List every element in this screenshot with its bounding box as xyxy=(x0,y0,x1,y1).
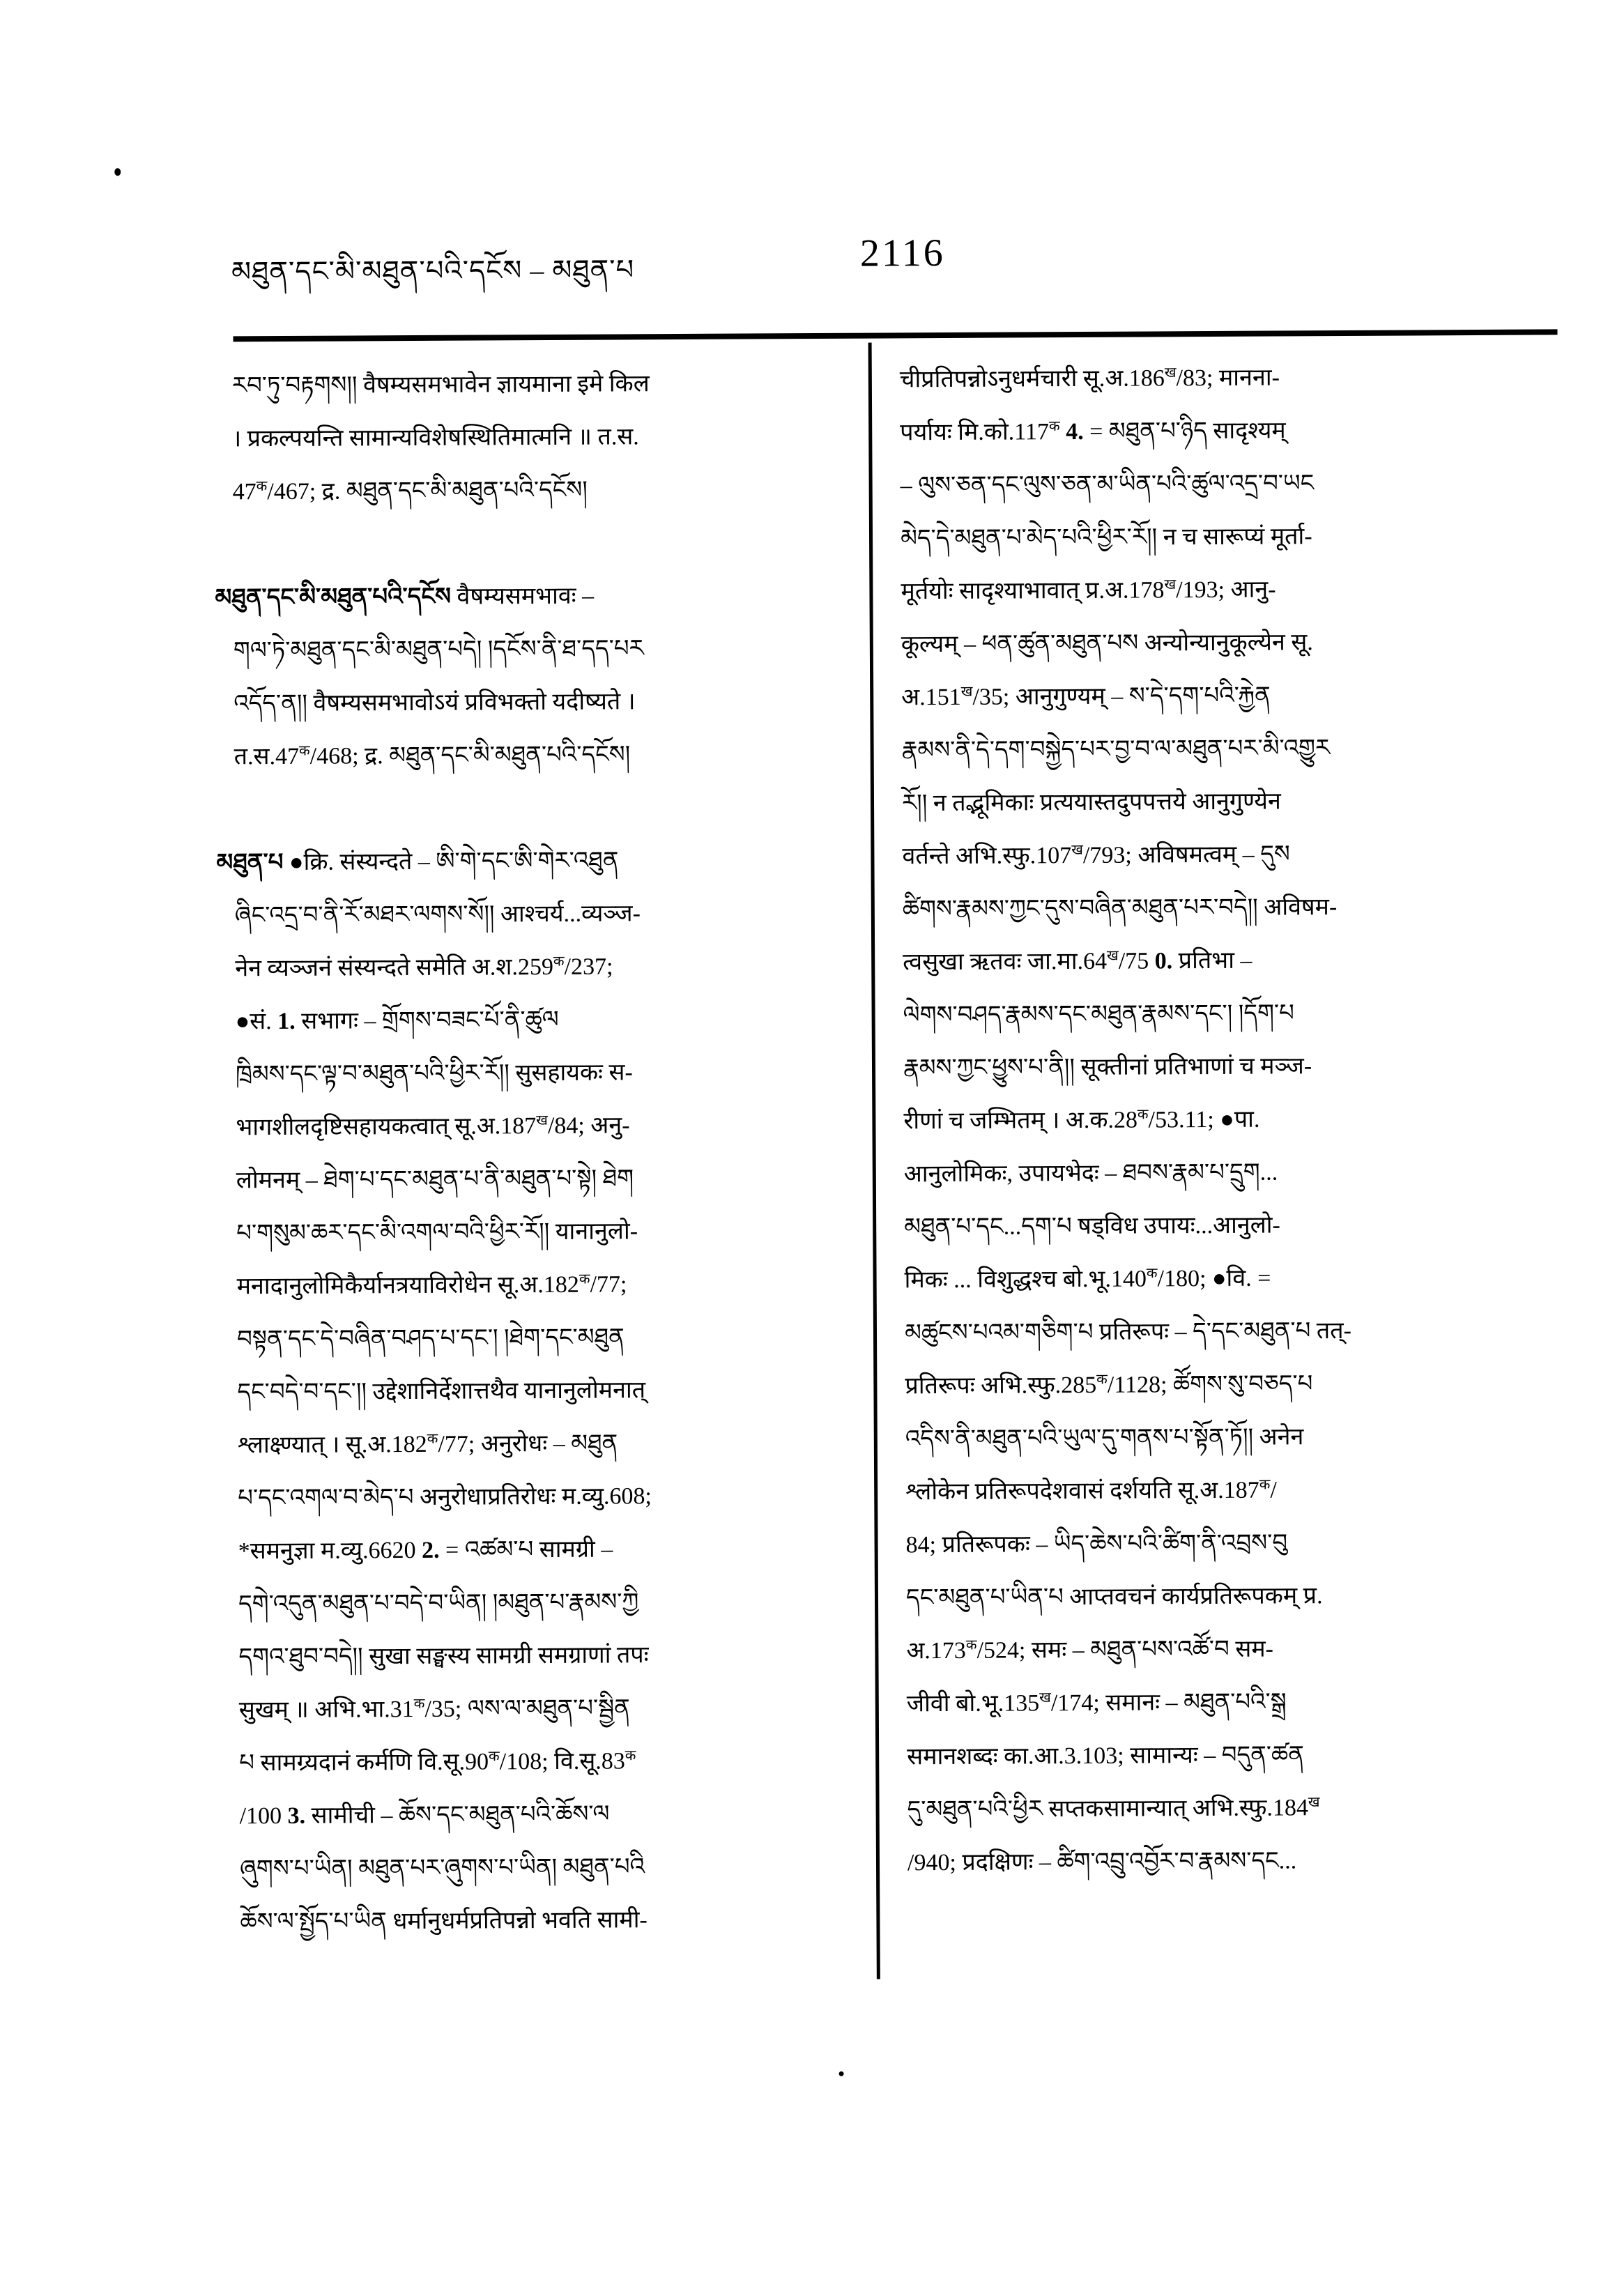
right-column xyxy=(900,351,1535,1890)
text-line: समानशब्दः का.आ.3.103; सामान्यः – བདུན་ཚན xyxy=(907,1742,1304,1770)
header-rule xyxy=(233,329,1558,342)
text-line: रीणां च जम्भितम् । $अ.क.28^क/53.11$; ●पा. xyxy=(903,1106,1260,1135)
text-line: དགེ་འདུན་མཐུན་པ་བདེ་བ་ཡིན། །མཐུན་པ་རྣམས་ཀྱི xyxy=(238,1589,639,1618)
text-line: དང་བདེ་བ་དང་།། उद्देशानिर्देशात्तथैव यानानुलोमनात् xyxy=(237,1377,646,1406)
text-line: དགའ་ཐུབ་བདེ།། सुखा सङ्घस्य सामग्री समग्राणां तपः xyxy=(238,1642,649,1671)
text-line: ཁྲིམས་དང་ལྟ་བ་མཐུན་པའི་ཕྱིར་རོ།། सुसहायकः स- xyxy=(235,1059,633,1088)
text-line: གལ་ཏེ་མཐུན་དང་མི་མཐུན་པདེ། །དངོས་ནི་ཐ་དད་པར xyxy=(233,636,644,664)
entry-continuation xyxy=(232,357,799,519)
text-line: པ་གསུམ་ཆར་དང་མི་འགལ་བའི་ཕྱིར་རོ།། यानानुलो- xyxy=(236,1218,638,1247)
text-line: $अ.151^ख/35$; आनुगुण्यम् – ས་དེ་དག་པའི་རྐྱེན xyxy=(901,682,1271,711)
text-line: མཐུན་དང་མི་མཐུན་པའི་དངོས वैषम्यसमभावः – xyxy=(215,583,595,611)
text-line: རྣམས་ནི་དེ་དག་བསྐྱེད་པར་བྱ་བ་ལ་མཐུན་པར་མི་འགྱུར xyxy=(901,735,1331,764)
text-line: བསྟན་དང་དེ་བཞིན་བཤད་པ་དང་། །ཐེག་དང་མཐུན xyxy=(236,1324,625,1353)
text-line: /940; प्रदक्षिणः – ཚིག་འབྲུ་འབྱོར་བ་རྣམས་དང... xyxy=(907,1848,1297,1876)
text-line: वर्तन्ते $अभि.स्फु.107^ख/793$; अविषमत्वम् – དུས xyxy=(902,841,1290,870)
text-line: श्लाक्ष्ण्यात् । $सू.अ.182^क/77$; अनुरोधः – མཐུན xyxy=(237,1430,618,1459)
text-line: लोमनम् – ཐེག་པ་དང་མཐུན་པ་ནི་མཐུན་པ་སྟེ། ཐེག xyxy=(236,1165,634,1194)
text-line: མཐུན་པ་དང...དག་པ षड्विध उपायः...आनुलो- xyxy=(904,1212,1280,1241)
text-line: आनुलोमिकः, उपायभेदः – ཐབས་རྣམ་པ་དྲུག... xyxy=(903,1159,1278,1188)
text-line: त्वसुखा ऋतवः $जा.मा.64^ख/75$ 0. प्रतिभा – xyxy=(903,947,1253,976)
text-line: པ་དང་འགལ་བ་མེད་པ अनुरोधाप्रतिरोधः म.व्यु.608; xyxy=(238,1483,652,1512)
text-line: རབ་ཏུ་བརྟགས།། वैषम्यसमभावेन ज्ञायमाना इमे किल xyxy=(231,371,650,399)
text-line: प्रतिरूपः $अभि.स्फु.285^क/1128$; ཚོགས་སུ་བཅད་པ xyxy=(905,1371,1313,1400)
text-line: /100 3. सामीची – ཆོས་དང་མཐུན་པའི་ཆོས་ལ xyxy=(239,1801,610,1830)
text-line: མེད་དེ་མཐུན་པ་མེད་པའི་ཕྱིར་རོ།། न च सारूप्यं मूर्ता- xyxy=(900,523,1312,552)
text-line: चीप्रतिपन्नोऽनुधर्मचारी $सू.अ.186^ख/83$; मानना- xyxy=(899,365,1280,393)
text-line: $अ.173^क/524$; समः – མཐུན་པས་འཚོ་བ सम- xyxy=(906,1636,1274,1664)
text-line: དུ་མཐུན་པའི་ཕྱིར सप्तकसामान्यात् $अभि.स्फु.184^ख$ xyxy=(907,1794,1320,1823)
text-line: पर्यायः $मि.को.117^क$ 4. = མཐུན་པ་ཉིད सादृश्यम् xyxy=(900,417,1286,446)
text-line: श्लोकेन प्रतिरूपदेशवासं दर्शयति $सू.अ.187^क/$ xyxy=(905,1477,1277,1505)
text-line: मनादानुलोमिकैर्यानत्रयाविरोधेन $सू.अ.182^क/77$; xyxy=(236,1271,627,1300)
text-line: सुखम् ॥ $अभि.भा.31^क/35$; ལས་ལ་མཐུན་པ་སྦྱིན xyxy=(238,1695,630,1724)
text-line: མཚུངས་པའམ་གཅིག་པ प्रतिरूपः – དེ་དང་མཐུན་པ तत्- xyxy=(904,1317,1352,1347)
text-line: $त.स.47^क/468$; द्र. མཐུན་དང་མི་མཐུན་པའི་དངོས། xyxy=(233,742,631,770)
entry-continuation xyxy=(900,351,1535,1890)
text-line: དང་མཐུན་པ་ཡིན་པ आप्तवचनं कार्यप्रतिरूपकम् प्र. xyxy=(905,1583,1323,1611)
text-line: མཐུན་པ ●क्रि. संस्यन्दते – ཨི་གེ་དང་ཨི་གེར་འཐུན xyxy=(216,848,619,876)
column-divider xyxy=(868,343,880,1979)
text-line: जीवी $बो.भू.135^ख/174$; समानः – མཐུན་པའི་སྒྲ xyxy=(906,1689,1287,1717)
text-line: कूल्यम् – ཕན་ཚུན་མཐུན་པས अन्योन्यानुकूल्येन सू. xyxy=(901,629,1313,658)
text-line: मूर्तयोः सादृश्याभावात् $प्र.अ.178^ख/193$; आनु- xyxy=(901,576,1276,605)
text-line: भागशीलदृष्टिसहायकत्वात् $सू.अ.187^ख/84$; अनु- xyxy=(236,1112,630,1141)
text-line: $47^क/467$; द्र. མཐུན་དང་མི་མཐུན་པའི་དངོས། xyxy=(232,477,588,505)
scan-speck xyxy=(114,168,121,176)
text-line: – ལུས་ཅན་དང་ལུས་ཅན་མ་ཡིན་པའི་ཚུལ་འདྲ་བ་ཡང xyxy=(900,470,1315,499)
text-line: རྣམས་ཀྱང་ཕྱུས་པ་ནི།། सूक्तीनां प्रतिभाणां च मञ्ज- xyxy=(903,1053,1312,1082)
text-line: ཞིང་འདྲ་བ་ནི་རོ་མཐར་ལགས་སོ།། आश्चर्य...व्यञ्ज- xyxy=(234,901,641,929)
text-line: *समनुज्ञा म.व्यु.6620 2. = འཚམ་པ सामग्री – xyxy=(238,1536,613,1565)
text-line: 84; प्रतिरूपकः – ཡིད་ཆེས་པའི་ཚིག་ནི་འབྲས་བུ xyxy=(905,1530,1288,1558)
text-line: པ सामग्र्यदानं कर्मणि $वि.सू.90^क/108$; $वि.सू.83^क$ xyxy=(239,1748,636,1777)
text-line: ཆོས་ལ་སྤྱོད་པ་ཡིན धर्मानुधर्मप्रतिपन्नो भवति सामी- xyxy=(240,1907,648,1936)
left-column xyxy=(215,357,806,1949)
text-line: मिकः ... विशुद्धश्च $बो.भू.140^क/180$; ●वि. = xyxy=(904,1265,1271,1294)
page-number: 2116 xyxy=(859,231,945,275)
text-line: ཚིགས་རྣམས་ཀྱང་དུས་བཞིན་མཐུན་པར་བདེ།། अविषम- xyxy=(902,894,1338,923)
text-line: ཞུགས་པ་ཡིན། མཐུན་པར་ཞུགས་པ་ཡིན། མཐུན་པའི xyxy=(239,1854,645,1883)
scan-speck xyxy=(839,2071,844,2076)
text-line: འདིས་ནི་མཐུན་པའི་ཡུལ་དུ་གནས་པ་སྟོན་ཏོ།། अनेन xyxy=(905,1424,1304,1453)
text-line: ལེགས་བཤད་རྣམས་དང་མཐུན་རྣམས་དང་། །དོག་པ xyxy=(903,1000,1295,1029)
text-line: ●सं. 1. सभागः – གྲོགས་བཟང་པོ་ནི་ཚུལ xyxy=(235,1006,559,1035)
dictionary-entry xyxy=(215,569,800,783)
running-head-tibetan: མཐུན་དང་མི་མཐུན་པའི་དངོས – མཐུན་པ xyxy=(231,254,635,288)
text-line: འདོད་ན།། वैषम्यसमभावोऽयं प्रविभक्तो यदीष्यते । xyxy=(233,689,636,717)
text-line: རོ།། न तद्भूमिकाः प्रत्ययास्तदुपपत्तये आनुगुण्येन xyxy=(901,788,1281,817)
text-line: नेन व्यञ्जनं संस्यन्दते समेति $अ.श.259^क/237$; xyxy=(235,953,613,982)
text-line: । प्रकल्पयन्ति सामान्यविशेषस्थितिमात्मनि ॥ त.स. xyxy=(232,424,639,452)
dictionary-entry xyxy=(216,834,806,1949)
